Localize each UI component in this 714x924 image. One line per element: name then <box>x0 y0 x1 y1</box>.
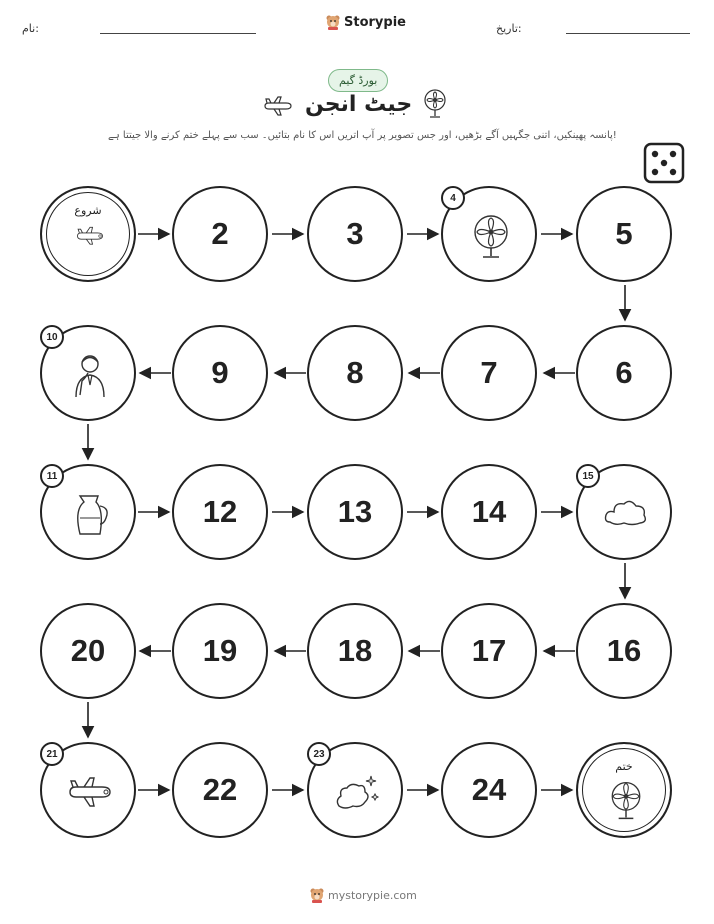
footer-url[interactable]: mystorypie.com <box>328 888 417 902</box>
date-label: تاریخ: <box>496 22 522 35</box>
board-cell-9[interactable] <box>172 325 268 421</box>
brand-name: Storypie <box>344 14 406 30</box>
fan-icon <box>602 778 650 822</box>
page-title: جیٹ انجن <box>305 92 413 117</box>
cell-badge: 23 <box>307 742 331 766</box>
board-cell-18[interactable] <box>307 603 403 699</box>
board-cell-2[interactable] <box>172 186 268 282</box>
steam-puff-icon <box>333 768 381 816</box>
board-cell-23[interactable] <box>307 742 403 838</box>
board-cell-22[interactable] <box>172 742 268 838</box>
cell-number: 7 <box>480 355 498 390</box>
start-label: شروع <box>74 204 102 217</box>
board-cell-13[interactable] <box>307 464 403 560</box>
cell-number: 6 <box>615 355 633 390</box>
cell-number: 22 <box>202 772 238 807</box>
instructions: پانسہ پھینکیں، اتنی جگہیں آگے بڑھیں، اور جس تصویر پر آپ اتریں اس کا نام بتائیں۔ سب سے پہلے ختم کرنے والا جیتتا ہے! <box>108 130 617 141</box>
board-cell-7[interactable] <box>441 325 537 421</box>
footer <box>310 887 417 903</box>
board-cell-24[interactable] <box>441 742 537 838</box>
cell-number: 9 <box>211 355 229 390</box>
airplane-icon <box>66 226 114 256</box>
cell-number: 5 <box>615 216 633 251</box>
board-cell-14[interactable] <box>441 464 537 560</box>
board-game-pill: بورڈ گیم <box>328 69 388 92</box>
cell-number: 18 <box>337 633 373 668</box>
board-cell-finish[interactable] <box>576 742 672 838</box>
cell-number: 24 <box>471 772 507 807</box>
fan-icon <box>467 212 515 260</box>
name-label: نام: <box>22 22 39 35</box>
finish-label: ختم <box>615 760 633 773</box>
cell-number: 19 <box>202 633 238 668</box>
board-cell-3[interactable] <box>307 186 403 282</box>
cell-number: 13 <box>337 494 373 529</box>
board-cell-10[interactable] <box>40 325 136 421</box>
board-cell-8[interactable] <box>307 325 403 421</box>
board-cell-4[interactable] <box>441 186 537 282</box>
cell-number: 3 <box>346 216 364 251</box>
cell-number: 12 <box>202 494 238 529</box>
jug-icon <box>66 490 114 538</box>
cell-number: 20 <box>70 633 106 668</box>
board-cell-5[interactable] <box>576 186 672 282</box>
bear-logo-icon <box>310 887 324 903</box>
cell-badge: 4 <box>441 186 465 210</box>
board-cell-start[interactable] <box>40 186 136 282</box>
board-cell-6[interactable] <box>576 325 672 421</box>
cell-number: 14 <box>471 494 507 529</box>
cell-number: 8 <box>346 355 364 390</box>
board-cell-15[interactable] <box>576 464 672 560</box>
board-cell-19[interactable] <box>172 603 268 699</box>
board-cell-16[interactable] <box>576 603 672 699</box>
cell-number: 17 <box>471 633 507 668</box>
board-cell-17[interactable] <box>441 603 537 699</box>
cell-badge: 11 <box>40 464 64 488</box>
cell-badge: 15 <box>576 464 600 488</box>
cloud-icon <box>602 490 650 538</box>
cell-badge: 10 <box>40 325 64 349</box>
thinking-man-icon <box>66 351 114 399</box>
cell-badge: 21 <box>40 742 64 766</box>
airplane-icon <box>66 768 114 816</box>
board-cell-20[interactable] <box>40 603 136 699</box>
cell-number: 2 <box>211 216 229 251</box>
board-cell-12[interactable] <box>172 464 268 560</box>
board-cell-11[interactable] <box>40 464 136 560</box>
cell-number: 16 <box>606 633 642 668</box>
board-cell-21[interactable] <box>40 742 136 838</box>
